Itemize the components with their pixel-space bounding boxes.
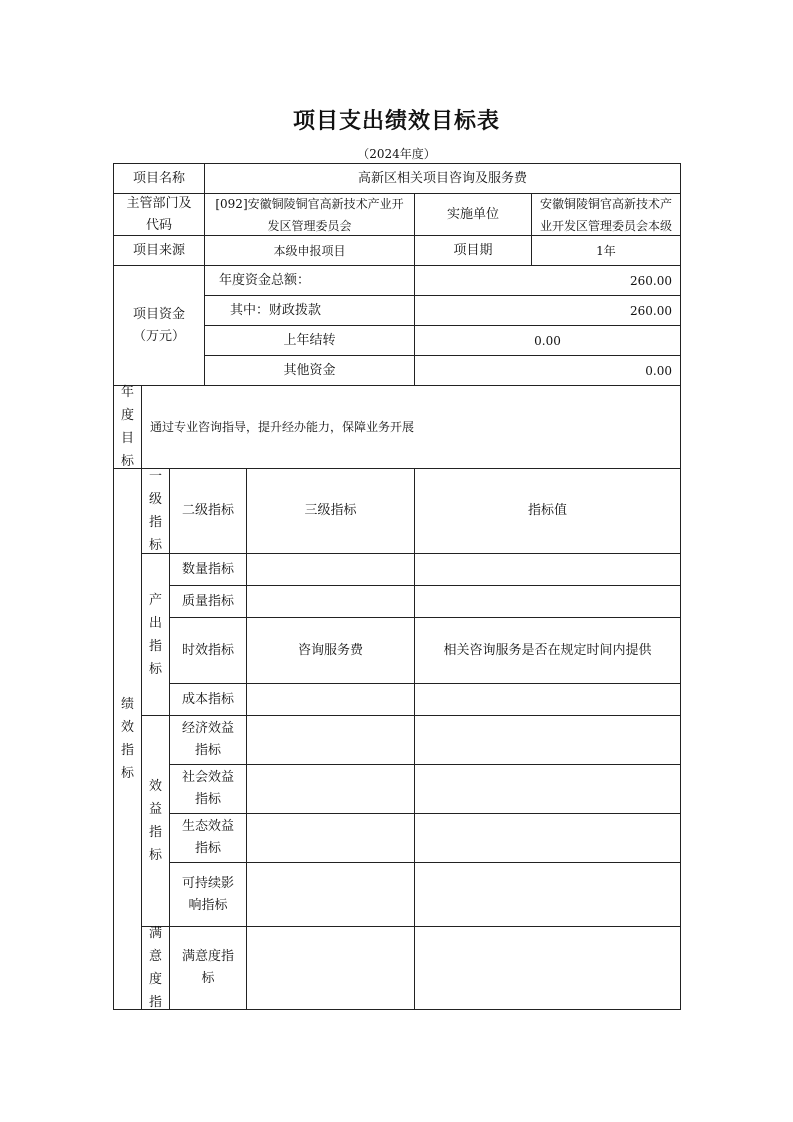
economic-indicator: 经济效益 指标 [181,721,234,758]
cost-indicator: 成本指标 [181,691,234,707]
funds-label: 项目资金 （万元） [132,306,185,344]
year-label: （2024年度） [357,147,436,161]
ecological-indicator: 生态效益 指标 [181,819,234,856]
source-label: 项目来源 [132,242,185,258]
fiscal-funds-label: 其中：财政拨款 [230,302,322,318]
fiscal-funds-value: 260.00 [630,303,672,318]
level1-header: 一 级 指 标 [148,469,162,553]
impl-unit-label: 实施单位 [446,206,499,222]
social-indicator: 社会效益 指标 [181,770,234,807]
benefit-indicators-label: 效 益 指 标 [148,779,162,863]
dept-code-label: 主管部门及 代码 [126,195,192,233]
carryover-value: 0.00 [534,333,561,348]
level2-header: 二级指标 [181,503,234,518]
quantity-indicator: 数量指标 [181,561,234,577]
annual-goal-value: 通过专业咨询指导，提升经办能力，保障业务开展 [150,420,415,434]
page-title: 项目支出绩效目标表 [292,108,500,134]
source-value: 本级申报项目 [273,243,346,258]
total-funds-label: 年度资金总额： [219,272,311,288]
quality-indicator: 质量指标 [181,593,234,609]
other-funds-value: 0.00 [645,363,672,378]
other-funds-label: 其他资金 [283,362,336,378]
project-name-label: 项目名称 [132,170,185,186]
period-value: 1年 [596,243,616,258]
timeliness-level3: 咨询服务费 [297,642,363,658]
level3-header: 三级指标 [304,503,357,518]
timeliness-value: 相关咨询服务是否在规定时间内提供 [443,642,652,658]
impl-unit-value: 安徽铜陵铜官高新技术产 业开发区管理委员会本级 [539,196,672,233]
carryover-label: 上年结转 [283,332,336,348]
annual-goal-label: 年 度 目 标 [120,385,134,469]
satisfaction-label: 满 意 度 指 [148,926,162,1010]
period-label: 项目期 [453,242,493,258]
project-name-value: 高新区相关项目咨询及服务费 [357,170,527,186]
indicator-value-header: 指标值 [527,503,567,518]
dept-code-value: [092]安徽铜陵铜官高新技术产业开 发区管理委员会 [215,196,404,233]
satisfaction-indicator: 满意度指 标 [181,949,234,986]
sustainable-indicator: 可持续影 响指标 [181,875,234,913]
total-funds-value: 260.00 [630,273,672,288]
output-indicators-label: 产 出 指 标 [148,592,162,677]
performance-label: 绩 效 指 标 [120,697,134,781]
timeliness-indicator: 时效指标 [181,642,234,658]
